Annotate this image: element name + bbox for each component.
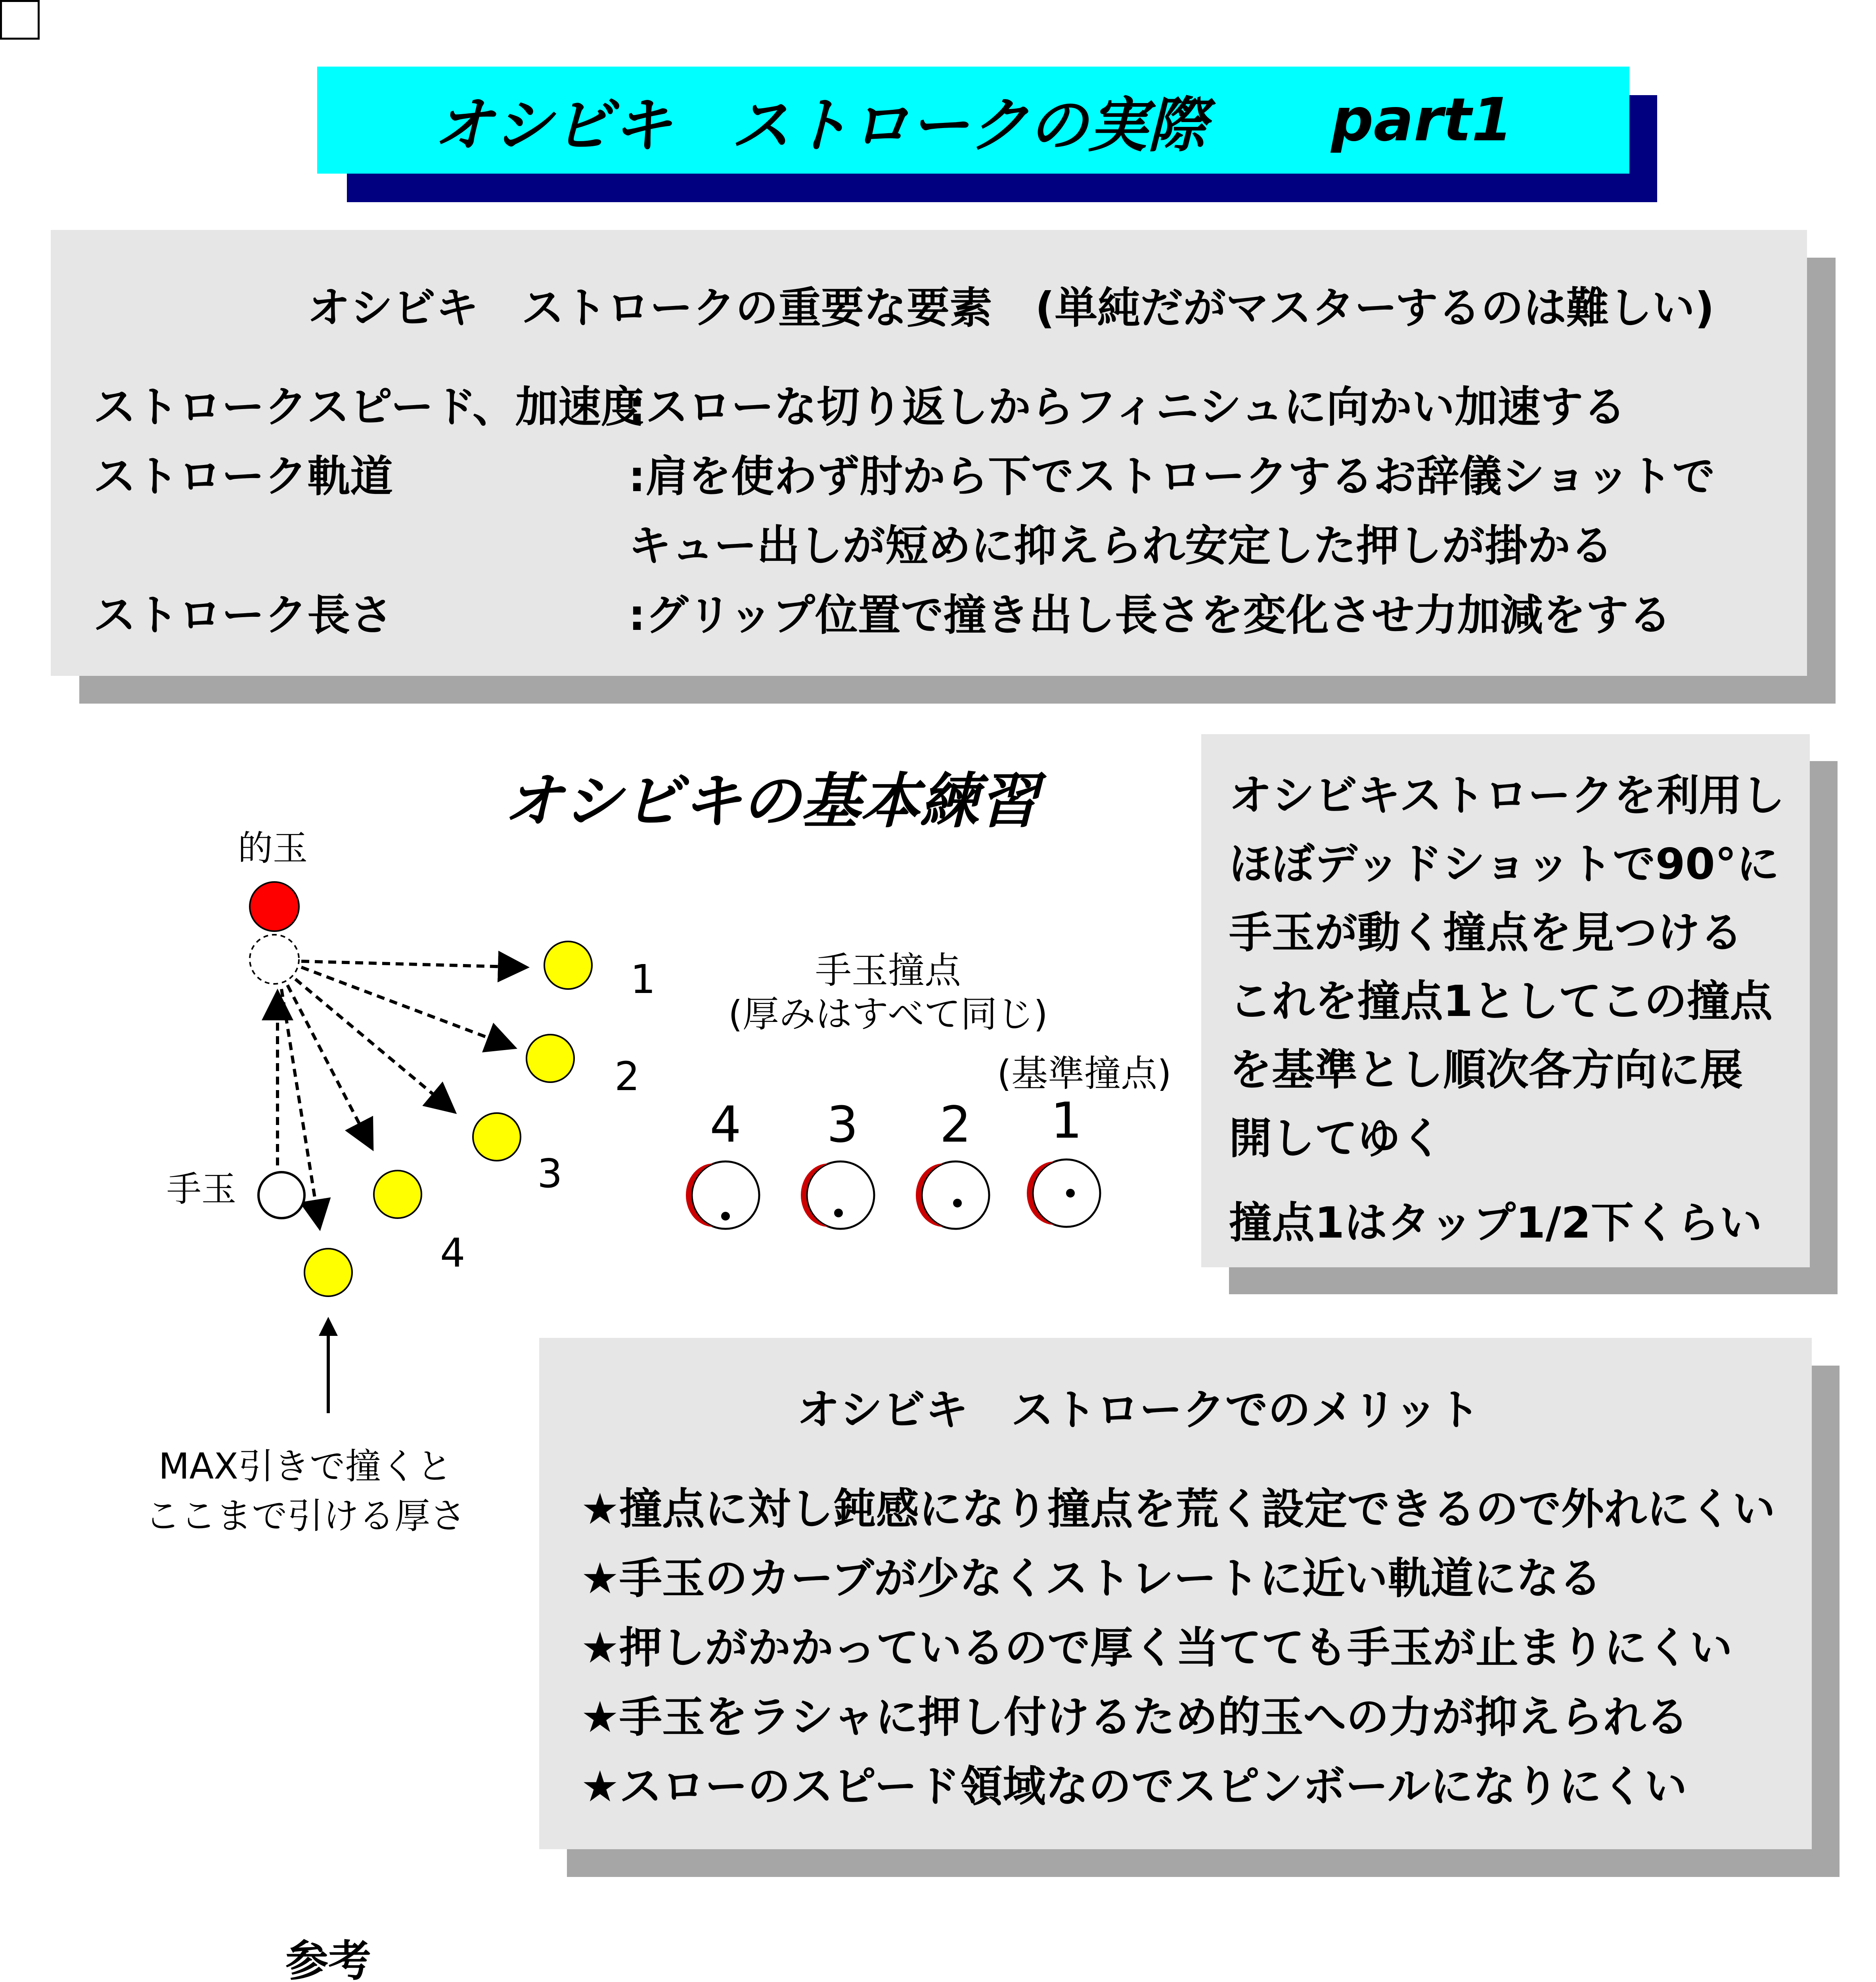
path-arrow-1 [301,961,523,967]
right-box-line: ほぼデッドショットで90°に [1229,840,1779,889]
max-note-line: ここまで引ける厚さ [145,1495,466,1537]
contact-diagram-1 [1027,1159,1100,1227]
cue-ball [258,1172,304,1218]
object-ball [250,882,299,931]
contact-number: 4 [710,1096,741,1154]
elements-heading: オシビキ ストロークの重要な要素 (単純だがマスターするのは難しい) [307,283,1715,333]
ball-number-2: 2 [614,1053,640,1100]
target-ball-4 [374,1171,421,1218]
elements-row-text: :スローな切り返しからフィニシュに向かい加速する [628,383,1626,432]
max-note-line: MAX引きで撞くと [159,1446,452,1487]
title-part: part1 [1331,86,1513,155]
right-box-line: を基準とし順次各方向に展 [1229,1045,1743,1095]
elements-row-label: ストローク軌道 [93,452,393,501]
elements-row-label: ストローク長さ [93,591,393,640]
contact-diagram-2 [916,1161,989,1229]
reference-heading: 参考 [285,1936,371,1982]
right-box-line: オシビキストロークを利用し [1229,771,1785,821]
merit-item: ★撞点に対し鈍感になり撞点を荒く設定できるので外れにくい [581,1485,1775,1534]
ball-number-3: 3 [537,1150,563,1197]
right-box-line: 手玉が動く撞点を見つける [1229,908,1743,958]
reference-line [101,1980,1557,1982]
merit-item: ★手玉のカーブが少なくストレートに近い軌道になる [581,1554,1602,1603]
practice-heading: オシビキの基本練習 [503,767,1039,836]
path-arrow-3 [295,979,452,1110]
target-ball-1 [544,941,592,989]
merit-item: ★スローのスピード領域なのでスピンボールになりにくい [581,1762,1687,1812]
reference-contact-note: (基準撞点) [997,1052,1172,1095]
elements-row-text: キュー出しが短めに抑えられ安定した押しが掛かる [628,521,1614,571]
right-box-line: これを撞点1としてこの撞点 [1229,977,1773,1026]
object-ball-label: 的玉 [238,828,308,869]
ball-number-1: 1 [630,956,656,1002]
cue-ball-label: 手玉 [167,1169,237,1209]
contact-number: 3 [827,1096,858,1154]
right-box-note: 撞点1はタップ1/2下くらい [1229,1198,1762,1248]
merit-heading: オシビキ ストロークでのメリット [797,1385,1480,1435]
contact-diagram-3 [801,1161,874,1229]
target-ball-2 [526,1035,574,1082]
path-arrow-2 [301,967,511,1046]
title-main: オシビキ ストロークの実際 [433,91,1207,160]
ball-number-4: 4 [440,1230,465,1276]
contact-title: 手玉撞点 [815,949,961,992]
target-ball-3 [473,1113,521,1161]
contact-diagram-4 [686,1161,759,1229]
elements-row-text: :グリップ位置で撞き出し長さを変化させ力加減をする [628,591,1671,640]
elements-row-label: ストロークスピード、加速度 [93,383,644,432]
merit-item: ★手玉をラシャに押し付けるため的玉への力が抑えられる [581,1693,1689,1742]
contact-subtitle: (厚みはすべて同じ) [728,993,1048,1035]
target-ball-max [304,1249,352,1296]
ghost-ball [250,935,299,984]
contact-number: 2 [940,1096,971,1154]
elements-row-text: :肩を使わず肘から下でストロークするお辞儀ショットで [628,452,1715,501]
right-box-line: 開してゆく [1229,1114,1443,1163]
merit-item: ★押しがかかっているので厚く当てても手玉が止まりにくい [581,1623,1732,1673]
contact-number: 1 [1051,1092,1082,1150]
